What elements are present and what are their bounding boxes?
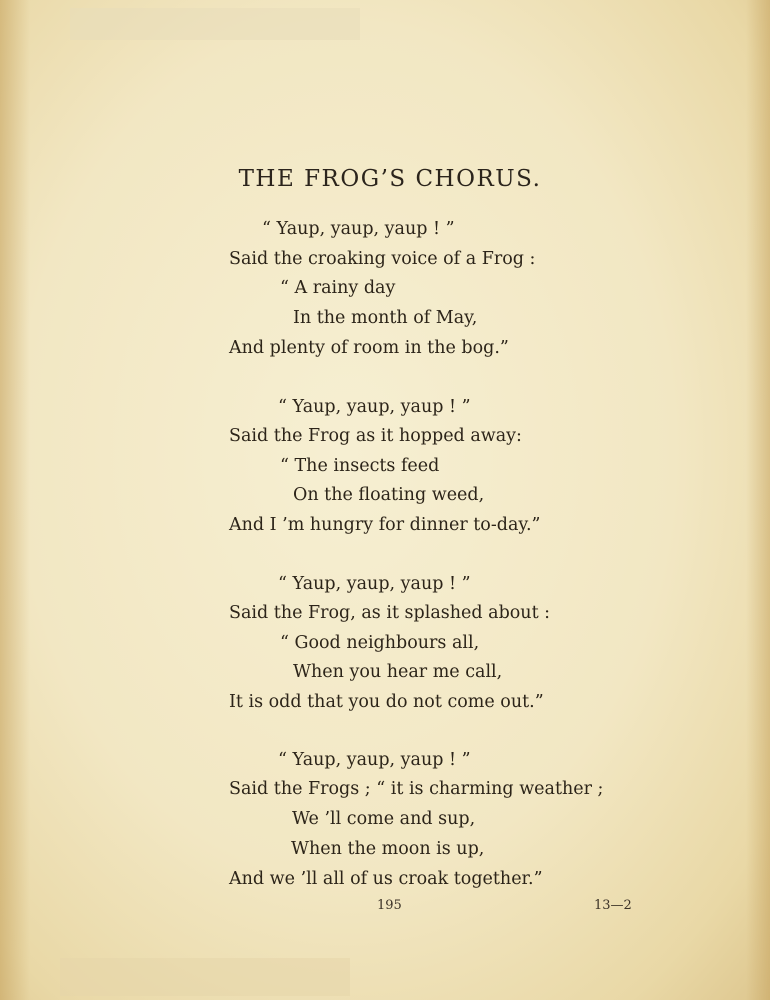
poem-title: THE FROG’S CHORUS. <box>238 166 542 192</box>
signature-mark: 13—2 <box>594 898 632 913</box>
stanza-3-line-1: “ Yaup, yaup, yaup ! ” <box>278 574 471 594</box>
stanza-2-line-3: “ The insects feed <box>280 456 440 476</box>
page-number: 195 <box>377 898 402 913</box>
stanza-1-line-2: Said the croaking voice of a Frog : <box>229 249 536 269</box>
stanza-3-line-5: It is odd that you do not come out.” <box>229 692 544 712</box>
stanza-2-line-2: Said the Frog as it hopped away: <box>229 426 522 446</box>
page-edge-shadow-right <box>746 0 770 1000</box>
stanza-4-line-3: We ’ll come and sup, <box>292 809 476 829</box>
stanza-2-line-5: And I ’m hungry for dinner to-day.” <box>229 515 541 535</box>
tape-mark-top <box>70 8 360 40</box>
page-edge-shadow-left <box>0 0 30 1000</box>
stanza-3-line-2: Said the Frog, as it splashed about : <box>229 603 551 623</box>
stanza-2-line-1: “ Yaup, yaup, yaup ! ” <box>278 397 471 417</box>
stanza-4-line-5: And we ’ll all of us croak together.” <box>229 869 543 889</box>
stanza-4-line-4: When the moon is up, <box>291 839 485 859</box>
tape-mark-bottom <box>60 958 350 996</box>
stanza-2-line-4: On the floating weed, <box>293 485 485 505</box>
stanza-4-line-2: Said the Frogs ; “ it is charming weather ; <box>229 779 604 799</box>
stanza-1-line-3: “ A rainy day <box>280 278 396 298</box>
stanza-1-line-5: And plenty of room in the bog.” <box>229 338 509 358</box>
stanza-4-line-1: “ Yaup, yaup, yaup ! ” <box>278 750 471 770</box>
stanza-3-line-4: When you hear me call, <box>293 662 503 682</box>
stanza-3-line-3: “ Good neighbours all, <box>280 633 480 653</box>
stanza-1-line-4: In the month of May, <box>293 308 478 328</box>
stanza-1-line-1: “ Yaup, yaup, yaup ! ” <box>262 219 455 239</box>
